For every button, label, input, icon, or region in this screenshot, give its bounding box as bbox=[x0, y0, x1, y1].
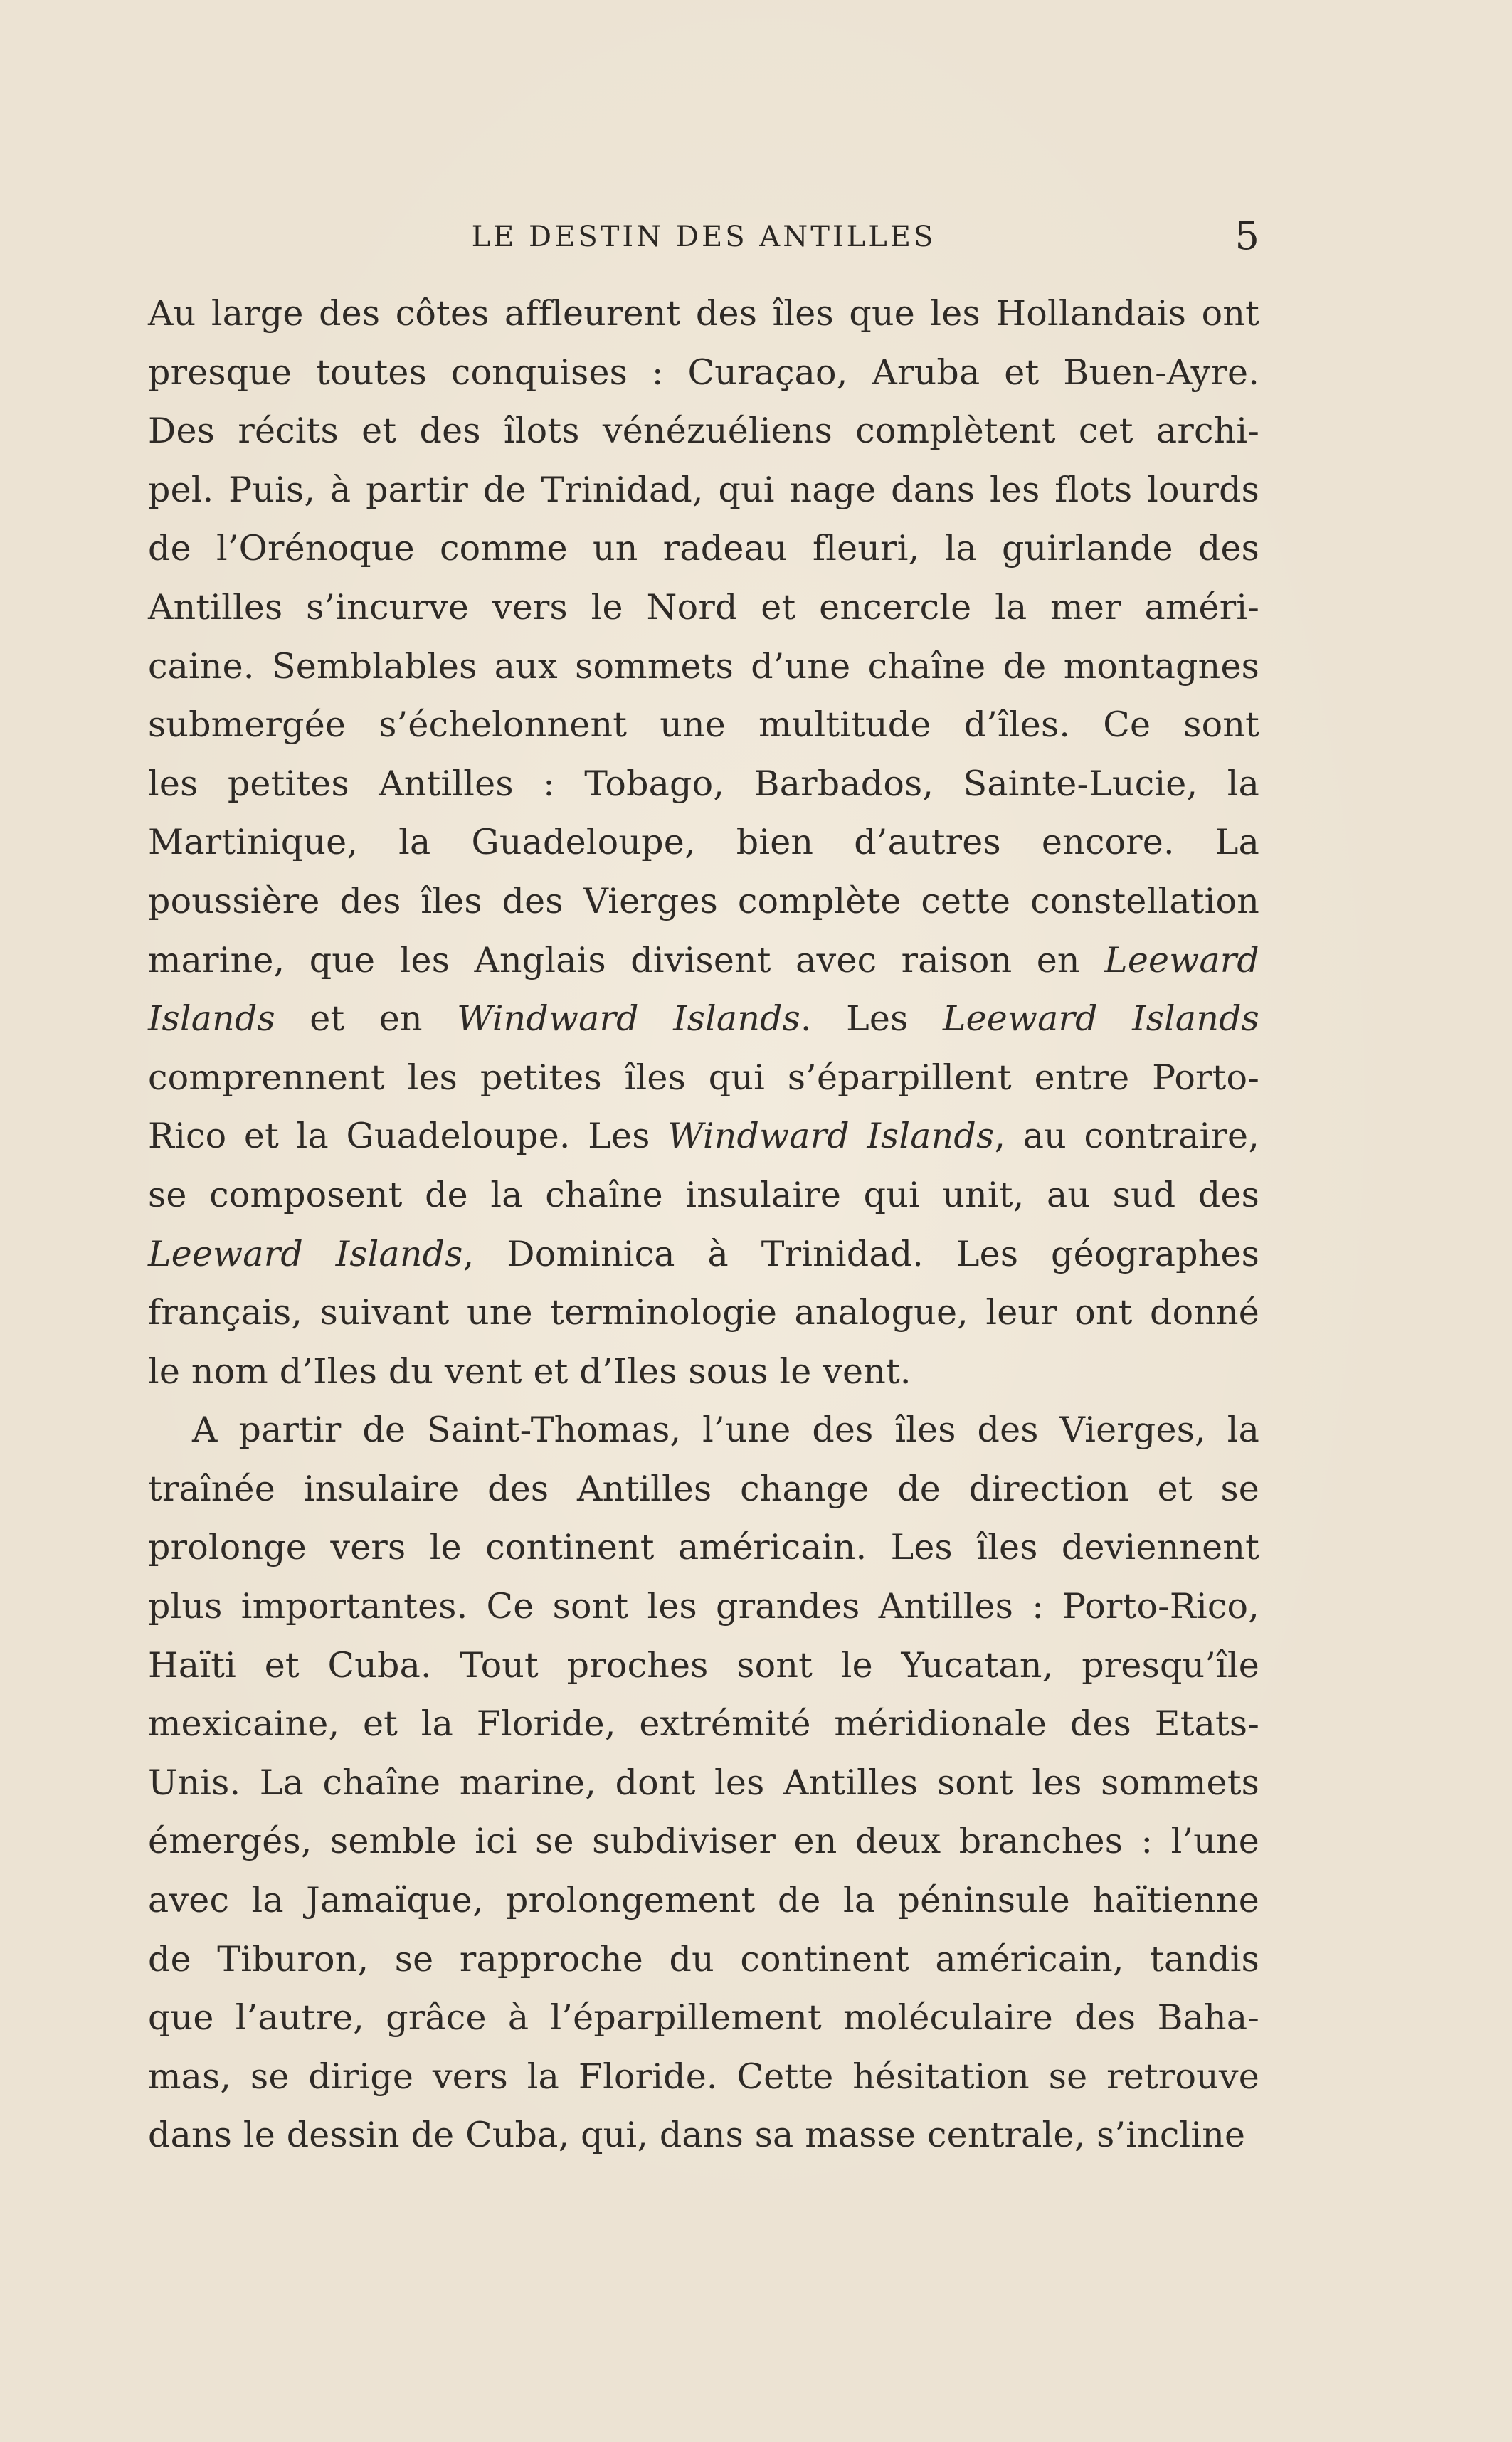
text-line: avec la Jamaïque, prolongement de la péninsule haïtienne bbox=[148, 1880, 1259, 1921]
text-line: mexicaine, et la Floride, extrémité méridionale des Etats- bbox=[148, 1703, 1259, 1745]
running-head bbox=[148, 213, 1259, 263]
text-line: Rico et la Guadeloupe. Les Windward Islands, au contraire, bbox=[148, 1116, 1260, 1157]
text-line: émergés, semble ici se subdiviser en deux branches : l’une bbox=[148, 1821, 1259, 1862]
text-line: A partir de Saint-Thomas, l’une des îles des Vierges, la bbox=[192, 1410, 1259, 1451]
text-line: le nom d’Iles du vent et d’Iles sous le vent. bbox=[148, 1350, 911, 1392]
text-line: pel. Puis, à partir de Trinidad, qui nage dans les flots lourds bbox=[148, 469, 1259, 510]
running-title: LE DESTIN DES ANTILLES bbox=[471, 221, 936, 253]
page-number: 5 bbox=[1235, 213, 1259, 258]
text-line: prolonge vers le continent américain. Les îles deviennent bbox=[148, 1527, 1259, 1568]
text-line: caine. Semblables aux sommets d’une chaîne de montagnes bbox=[148, 645, 1259, 687]
text-line: presque toutes conquises : Curaçao, Aruba et Buen-Ayre. bbox=[148, 352, 1259, 393]
text-line: submergée s’échelonnent une multitude d’îles. Ce sont bbox=[148, 704, 1259, 746]
text-line: que l’autre, grâce à l’éparpillement moléculaire des Baha- bbox=[148, 1997, 1259, 2039]
text-line: plus importantes. Ce sont les grandes Antilles : Porto-Rico, bbox=[148, 1586, 1259, 1627]
text-line: Au large des côtes affleurent des îles que les Hollandais ont bbox=[148, 293, 1259, 334]
text-line: Islands et en Windward Islands. Les Leeward Islands bbox=[148, 998, 1259, 1040]
paragraph bbox=[148, 285, 1259, 1401]
text-line: Antilles s’incurve vers le Nord et encercle la mer améri- bbox=[148, 586, 1259, 628]
text-line: mas, se dirige vers la Floride. Cette hésitation se retrouve bbox=[148, 2056, 1259, 2097]
text-line: Unis. La chaîne marine, dont les Antilles sont les sommets bbox=[148, 1762, 1259, 1803]
text-line: traînée insulaire des Antilles change de direction et se bbox=[148, 1468, 1259, 1509]
text-line: marine, que les Anglais divisent avec raison en Leeward bbox=[148, 939, 1259, 980]
text-line: français, suivant une terminologie analogue, leur ont donné bbox=[148, 1292, 1259, 1333]
text-line: se composent de la chaîne insulaire qui unit, au sud des bbox=[148, 1174, 1259, 1215]
text-line: poussière des îles des Vierges complète cette constellation bbox=[148, 880, 1259, 921]
text-line: comprennent les petites îles qui s’éparpillent entre Porto- bbox=[148, 1057, 1259, 1098]
text-line: Haïti et Cuba. Tout proches sont le Yucatan, presqu’île bbox=[148, 1644, 1259, 1686]
text-line: de l’Orénoque comme un radeau fleuri, la guirlande des bbox=[148, 528, 1259, 569]
text-line: Leeward Islands, Dominica à Trinidad. Les géographes bbox=[148, 1233, 1259, 1274]
text-line: de Tiburon, se rapproche du continent américain, tandis bbox=[148, 1938, 1259, 1980]
text-line: dans le dessin de Cuba, qui, dans sa masse centrale, s’incline bbox=[148, 2115, 1246, 2156]
paragraph bbox=[148, 1401, 1259, 2165]
text-line: les petites Antilles : Tobago, Barbados, Sainte-Lucie, la bbox=[148, 763, 1259, 804]
body-text bbox=[148, 285, 1259, 2165]
text-line: Martinique, la Guadeloupe, bien d’autres encore. La bbox=[148, 822, 1259, 863]
text-line: Des récits et des îlots vénézuéliens complètent cet archi- bbox=[148, 411, 1259, 452]
